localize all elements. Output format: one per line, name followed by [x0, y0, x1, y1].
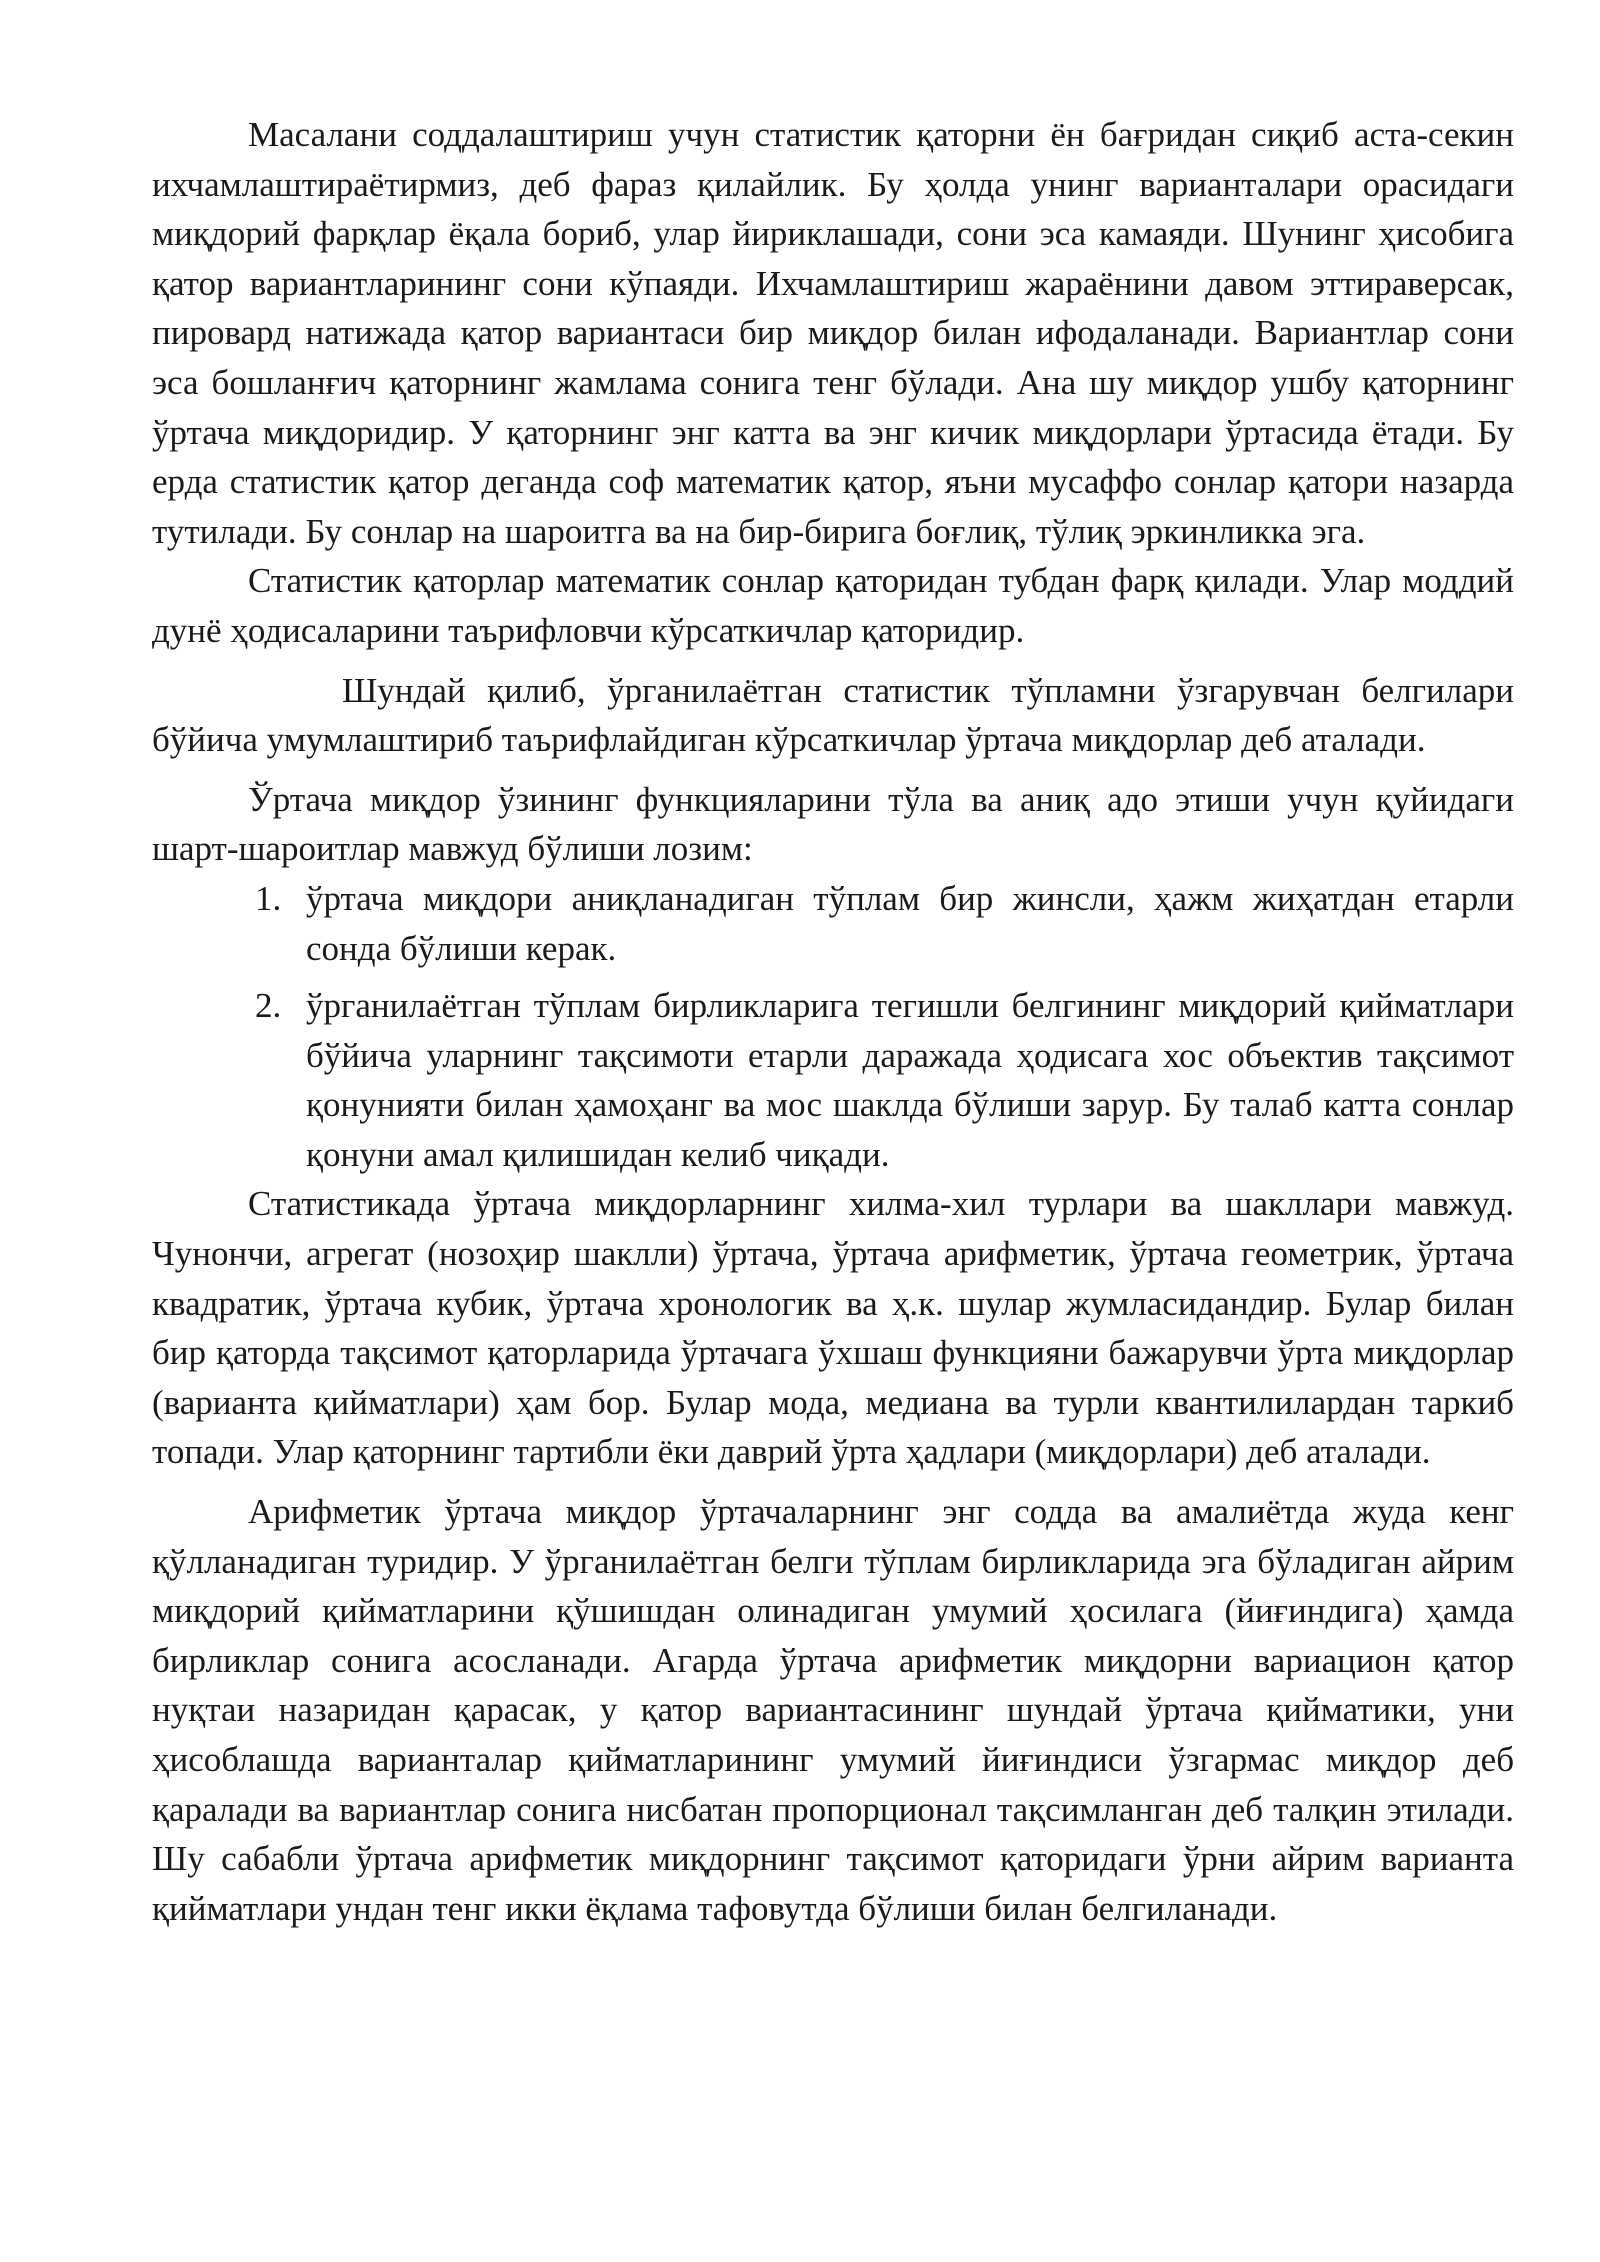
paragraph-average-conditions-intro: Ўртача миқдор ўзининг функцияларини тўла ва аниқ адо этиши учун қуйидаги шарт-шароитлар мавжуд бўлиши лозим:: [152, 779, 1514, 869]
list-item: [152, 874, 1514, 973]
list-item-text: ўртача миқдори аниқланадиган тўплам бир жинсли, ҳажм жиҳатдан етарли сонда бўлиши керак.: [306, 878, 1514, 968]
conditions-list: [152, 874, 1514, 1180]
list-item-number: 1.: [255, 878, 282, 918]
paragraph-types-of-averages: Статистикада ўртача миқдорларнинг хилма-хил турлари ва шакллари мавжуд. Чунончи, агрегат (нозоҳир шаклли) ўртача, ўртача арифметик, ўртача геометрик, ўртача квадратик, ўртача кубик, ўртача хронологик ва ҳ.к. шулар жумласидандир. Булар билан бир қаторда тақсимот қаторларида ўртачага ўхшаш функцияни бажарувчи ўрта миқдорлар (варианта қийматлари) ҳам бор. Булар мода, медиана ва турли квантилилардан таркиб топади. Улар қаторнинг тартибли ёки даврий ўрта ҳадлари (миқдорлари) деб аталади.: [152, 1184, 1514, 1472]
paragraph-arithmetic-mean: Арифметик ўртача миқдор ўртачаларнинг энг содда ва амалиётда жуда кенг қўлланадиган туридир. У ўрганилаётган белги тўплам бирликларида эга бўладиган айрим миқдорий қийматларини қўшишдан олинадиган умумий ҳосилага (йиғиндига) ҳамда бирликлар сонига асосланади. Агарда ўртача арифметик миқдорни вариацион қатор нуқтаи назаридан қарасак, у қатор вариантасининг шундай ўртача қийматики, уни ҳисоблашда варианталар қийматларининг умумий йиғиндиси ўзгармас миқдор деб қаралади ва вариантлар сонига нисбатан пропорционал тақсимланган деб талқин этилади. Шу сабабли ўртача арифметик миқдорнинг тақсимот қаторидаги ўрни айрим варианта қийматлари ундан тенг икки ёқлама тафовутда бўлиши билан белгиланади.: [152, 1492, 1514, 1928]
list-item-number: 2.: [255, 986, 282, 1026]
paragraph-statistical-series-compaction: Масалани соддалаштириш учун статистик қаторни ён бағридан сиқиб аста-секин ихчамлаштираётирмиз, деб фараз қилайлик. Бу ҳолда унинг варианталари орасидаги миқдорий фарқлар ёқала бориб, улар йириклашади, сони эса камаяди. Шунинг ҳисобига қатор вариантларининг сони кўпаяди. Ихчамлаштириш жараёнини давом эттираверсак, пировард натижада қатор вариантаси бир миқдор билан ифодаланади. Вариантлар сони эса бошланғич қаторнинг жамлама сонига тенг бўлади. Ана шу миқдор ушбу қаторнинг ўртача миқдоридир. У қаторнинг энг катта ва энг кичик миқдорлари ўртасида ётади. Бу ерда статистик қатор деганда соф математик қатор, яъни мусаффо сонлар қатори назарда тутилади. Бу сонлар на шароитга ва на бир-бирига боғлиқ, тўлиқ эркинликка эга.: [152, 115, 1514, 551]
paragraph-average-definition: Шундай қилиб, ўрганилаётган статистик тўпламни ўзгарувчан белгилари бўйича умумлаштириб таърифлайдиган кўрсаткичлар ўртача миқдорлар деб аталади.: [152, 670, 1514, 760]
list-item-text: ўрганилаётган тўплам бирликларига тегишли белгининг миқдорий қийматлари бўйича уларнинг тақсимоти етарли даражада ҳодисага хос объектив тақсимот қонунияти билан ҳамоҳанг ва мос шаклда бўлиши зарур. Бу талаб катта сонлар қонуни амал қилишидан келиб чиқади.: [306, 986, 1514, 1174]
paragraph-statistical-vs-mathematical-series: Статистик қаторлар математик сонлар қаторидан тубдан фарқ қилади. Улар моддий дунё ҳодисаларини таърифловчи кўрсаткичлар қаторидир.: [152, 561, 1514, 650]
document-body: [152, 110, 1514, 1933]
list-item: [152, 981, 1514, 1179]
